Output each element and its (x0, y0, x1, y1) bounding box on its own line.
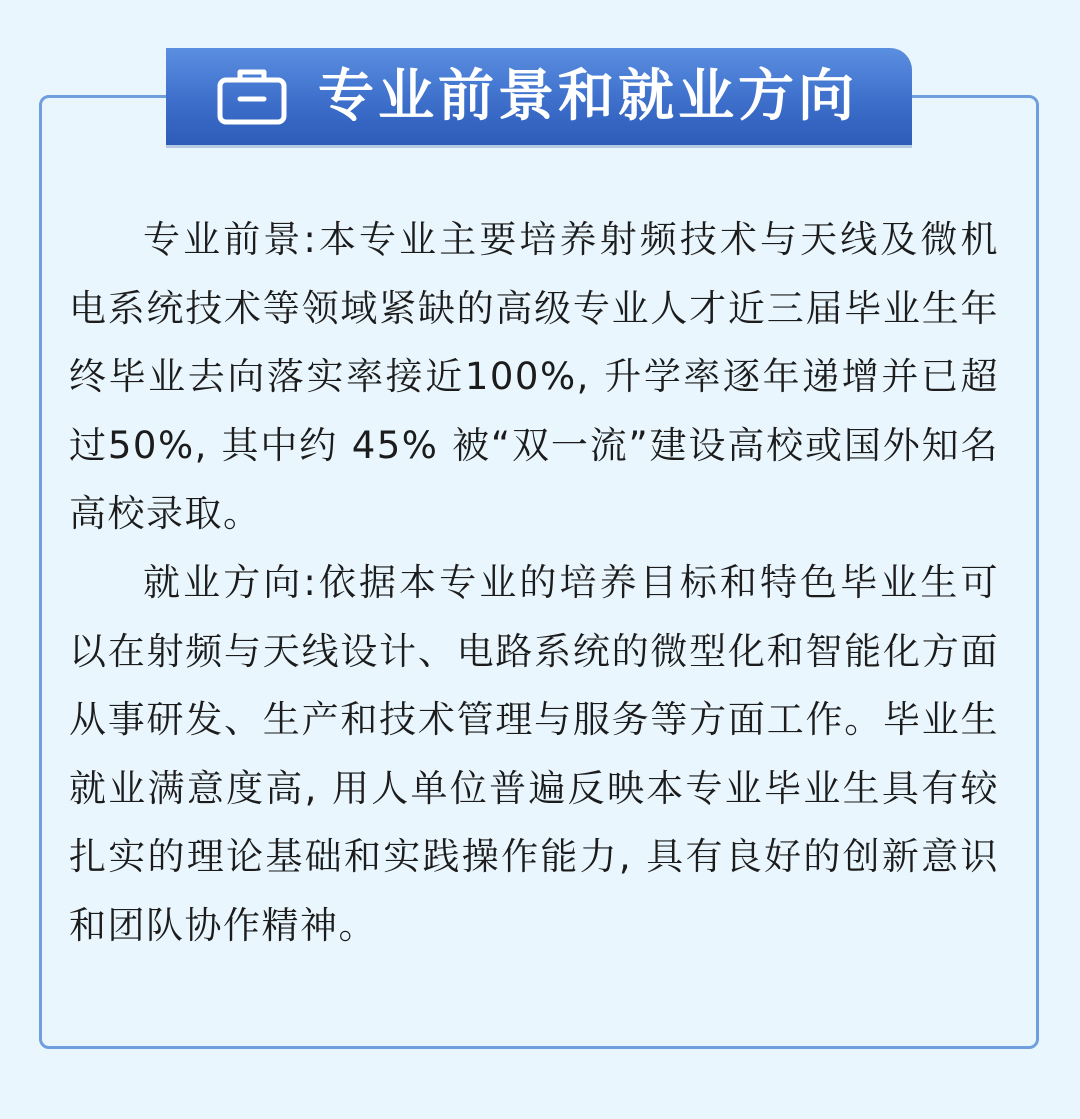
paragraph-prospects: 专业前景:本专业主要培养射频技术与天线及微机电系统技术等领域紧缺的高级专业人才近三届毕业生年终毕业去向落实率接近100%, 升学率逐年递增并已超过50%, 其中约 45% 被“双一流”建设高校或国外知名高校录取。 (69, 218, 999, 536)
briefcase-icon (216, 66, 288, 126)
paragraph-employment: 就业方向:依据本专业的培养目标和特色毕业生可以在射频与天线设计、电路系统的微型化和智能化方面从事研发、生产和技术管理与服务等方面工作。毕业生就业满意度高, 用人单位普遍反映本专业毕业生具有较扎实的理论基础和实践操作能力, 具有良好的创新意识和团队协作精神。 (69, 560, 999, 947)
section-title: 专业前景和就业方向 (318, 64, 858, 129)
body-text (69, 206, 999, 961)
